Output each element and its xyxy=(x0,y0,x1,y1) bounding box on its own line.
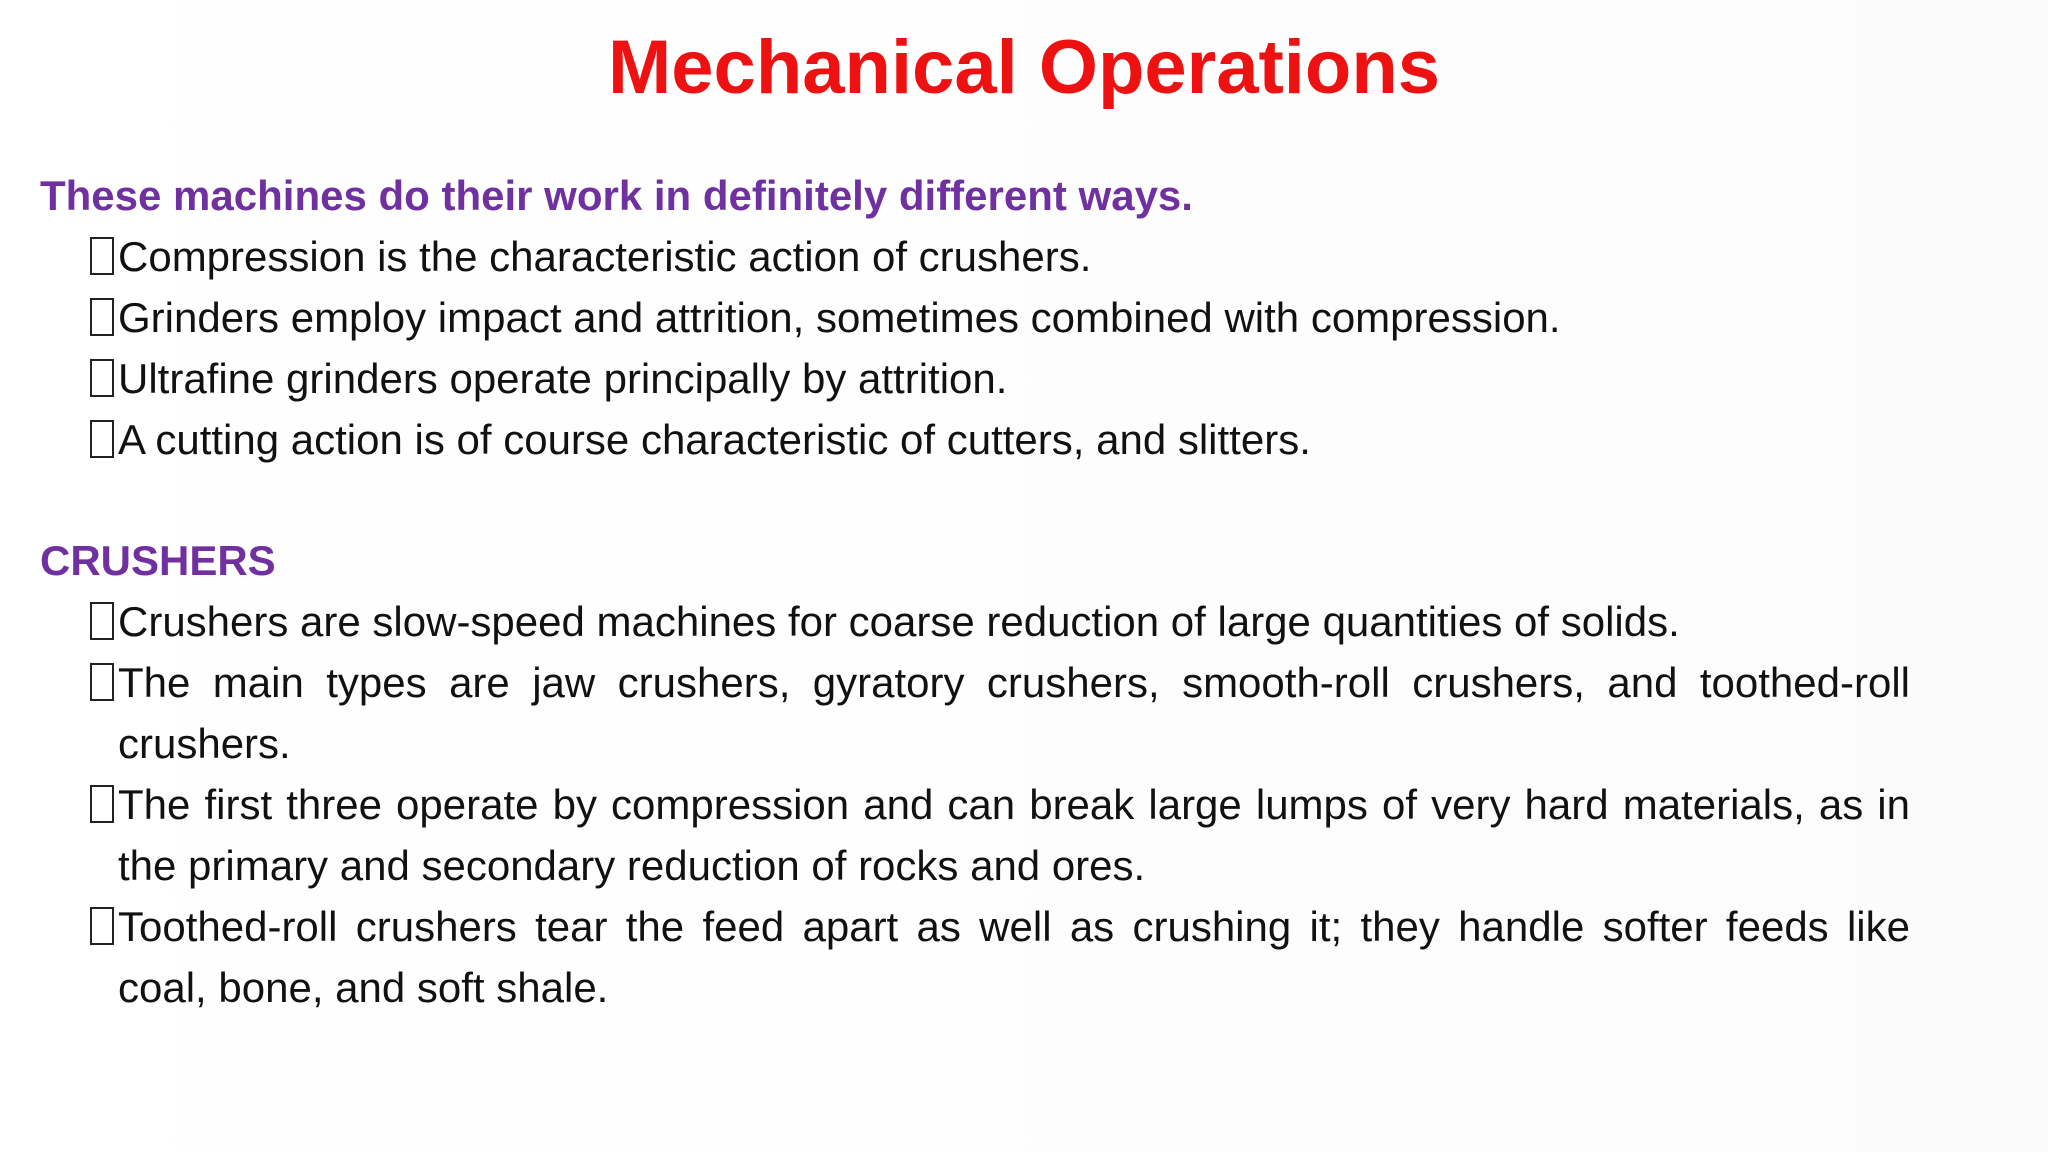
bullet-text: Ultrafine grinders operate principally by attrition. xyxy=(118,355,1008,402)
crushers-bullet-list xyxy=(40,591,1960,1018)
intro-section xyxy=(40,165,1960,470)
intro-bullet-list xyxy=(40,226,1960,470)
bullet-box-icon xyxy=(90,907,114,945)
intro-heading: These machines do their work in definitely different ways. xyxy=(40,172,1193,219)
bullet-text: The first three operate by compression and can break large lumps of very hard materials, as in the primary and secondary reduction of rocks and ores. xyxy=(118,781,1910,889)
list-item xyxy=(40,226,1910,287)
bullet-text: The main types are jaw crushers, gyratory crushers, smooth-roll crushers, and toothed-roll crushers. xyxy=(118,659,1910,767)
bullet-box-icon xyxy=(90,237,114,275)
list-item xyxy=(40,348,1910,409)
crushers-heading: CRUSHERS xyxy=(40,537,276,584)
bullet-text: Grinders employ impact and attrition, sometimes combined with compression. xyxy=(118,294,1561,341)
bullet-text: Compression is the characteristic action of crushers. xyxy=(118,233,1092,280)
list-item xyxy=(40,652,1910,774)
list-item xyxy=(40,409,1910,470)
bullet-box-icon xyxy=(90,602,114,640)
bullet-box-icon xyxy=(90,420,114,458)
bullet-box-icon xyxy=(90,359,114,397)
bullet-box-icon xyxy=(90,298,114,336)
bullet-text: A cutting action is of course characteristic of cutters, and slitters. xyxy=(118,416,1311,463)
bullet-text: Crushers are slow-speed machines for coarse reduction of large quantities of solids. xyxy=(118,598,1680,645)
bullet-text: Toothed-roll crushers tear the feed apart as well as crushing it; they handle softer feeds like coal, bone, and soft shale. xyxy=(118,903,1910,1011)
slide-title: Mechanical Operations xyxy=(607,25,1441,110)
list-item xyxy=(40,774,1910,896)
list-item xyxy=(40,896,1910,1018)
list-item xyxy=(40,287,1910,348)
crushers-section xyxy=(40,530,1960,1018)
bullet-box-icon xyxy=(90,663,114,701)
bullet-box-icon xyxy=(90,785,114,823)
list-item xyxy=(40,591,1910,652)
